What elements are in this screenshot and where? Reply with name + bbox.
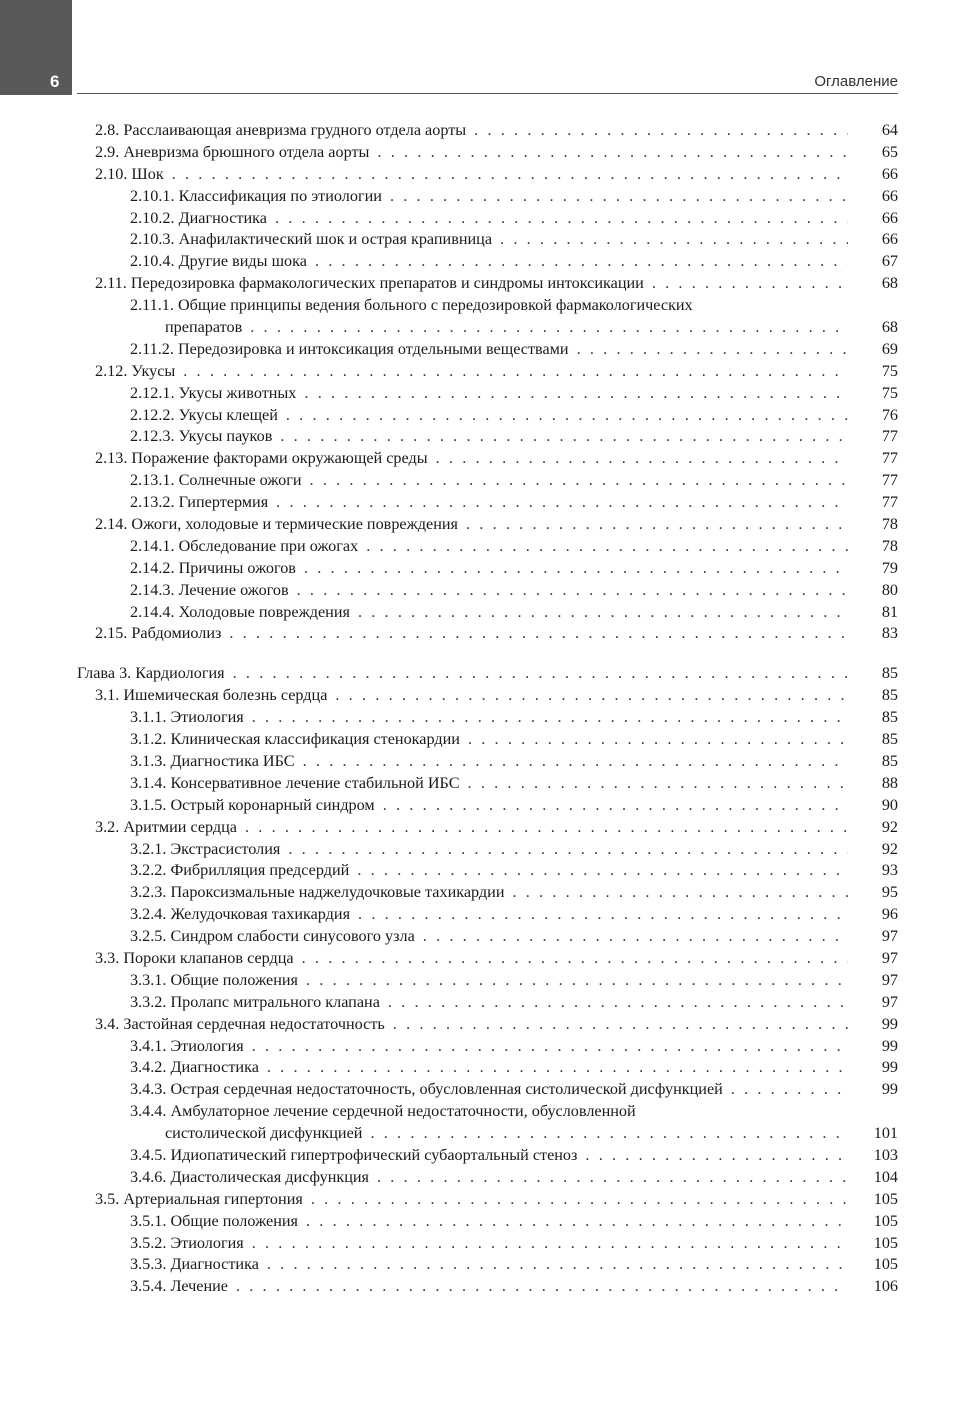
toc-entry[interactable]	[77, 992, 898, 1014]
toc-entry-title: 3.1.1. Этиология	[130, 708, 244, 727]
toc-entry[interactable]	[77, 817, 898, 839]
toc-entry-title: 2.12.2. Укусы клещей	[130, 405, 278, 424]
toc-entry-page: 65	[881, 142, 898, 161]
toc-entry[interactable]	[77, 1233, 898, 1255]
header-rule	[77, 93, 898, 94]
toc-entry-page: 105	[873, 1233, 898, 1252]
toc-entry[interactable]	[77, 1189, 898, 1211]
toc-entry[interactable]	[77, 707, 898, 729]
toc-entry[interactable]	[77, 558, 898, 580]
toc-entry-page: 77	[881, 427, 898, 446]
dot-leader	[358, 602, 848, 624]
toc-entry-page: 104	[873, 1167, 898, 1186]
dot-leader	[468, 729, 848, 751]
dot-leader	[267, 1254, 848, 1276]
dot-leader	[652, 273, 848, 295]
toc-entry-title: 3.2.1. Экстрасистолия	[130, 839, 281, 858]
toc-entry-page: 66	[881, 208, 898, 227]
table-of-contents	[77, 120, 898, 1298]
toc-entry[interactable]	[77, 492, 898, 514]
toc-entry-page: 83	[881, 624, 898, 643]
toc-entry-title: 2.11.1. Общие принципы ведения больного с передозировкой фармакологических	[130, 296, 693, 315]
dot-leader	[393, 1014, 848, 1036]
toc-entry-title: 2.10.1. Классификация по этиологии	[130, 186, 382, 205]
dot-leader	[466, 514, 848, 536]
toc-entry[interactable]	[77, 405, 898, 427]
toc-entry-page: 75	[881, 383, 898, 402]
toc-entry-title: 3.1.2. Клиническая классификация стенокардии	[130, 730, 460, 749]
toc-entry[interactable]	[77, 339, 898, 361]
toc-entry[interactable]	[77, 904, 898, 926]
toc-entry-page: 77	[881, 493, 898, 512]
toc-entry-title: 3.2.3. Пароксизмальные наджелудочковые тахикардии	[130, 883, 505, 902]
toc-entry[interactable]	[77, 1036, 898, 1058]
toc-entry[interactable]	[77, 383, 898, 405]
dot-leader	[500, 229, 848, 251]
toc-entry-page: 85	[881, 751, 898, 770]
toc-entry[interactable]	[77, 970, 898, 992]
toc-entry[interactable]	[77, 426, 898, 448]
dot-leader	[233, 663, 848, 685]
toc-entry-page: 92	[881, 839, 898, 858]
toc-entry-page: 64	[881, 121, 898, 139]
toc-entry-page: 88	[881, 773, 898, 792]
toc-entry[interactable]	[77, 685, 898, 707]
toc-entry[interactable]	[77, 948, 898, 970]
toc-entry[interactable]	[77, 882, 898, 904]
toc-entry[interactable]	[77, 1014, 898, 1036]
toc-entry[interactable]	[77, 164, 898, 186]
toc-entry-title: 3.5. Артериальная гипертония	[95, 1189, 303, 1208]
toc-entry-title: 3.2.2. Фибрилляция предсердий	[130, 861, 350, 880]
toc-entry-page: 85	[881, 686, 898, 705]
toc-entry-page: 99	[881, 1036, 898, 1055]
dot-leader	[377, 1167, 848, 1189]
dot-leader	[468, 773, 848, 795]
page-number-tab	[0, 0, 72, 95]
dot-leader	[252, 1036, 848, 1058]
dot-leader	[236, 1276, 848, 1298]
dot-leader	[377, 142, 848, 164]
toc-entry-title: 2.12.3. Укусы пауков	[130, 427, 273, 446]
dot-leader	[276, 492, 848, 514]
toc-entry-title: 3.1.4. Консервативное лечение стабильной ИБС	[130, 773, 460, 792]
toc-entry-page: 76	[881, 405, 898, 424]
toc-entry-page: 101	[873, 1124, 898, 1143]
toc-entry-title: 3.1. Ишемическая болезнь сердца	[95, 686, 328, 705]
toc-entry[interactable]	[77, 273, 898, 295]
toc-entry-title: 2.14.4. Холодовые повреждения	[130, 602, 350, 621]
toc-entry-title: 2.14.1. Обследование при ожогах	[130, 536, 359, 555]
toc-entry-title: 3.4.4. Амбулаторное лечение сердечной недостаточности, обусловленной	[130, 1102, 636, 1121]
toc-entry[interactable]	[77, 514, 898, 536]
toc-entry-title: систолической дисфункцией	[165, 1124, 363, 1143]
toc-entry-title: 2.14.2. Причины ожогов	[130, 558, 296, 577]
toc-entry[interactable]	[77, 1167, 898, 1189]
toc-entry-title: 3.5.4. Лечение	[130, 1277, 228, 1296]
toc-entry[interactable]	[77, 208, 898, 230]
toc-entry[interactable]	[77, 1254, 898, 1276]
dot-leader	[577, 339, 848, 361]
toc-entry[interactable]	[77, 120, 898, 142]
dot-leader	[302, 948, 848, 970]
toc-entry-page: 106	[873, 1277, 898, 1296]
toc-entry-page: 97	[881, 992, 898, 1011]
toc-entry-page: 66	[881, 164, 898, 183]
dot-leader	[172, 164, 848, 186]
dot-leader	[252, 707, 848, 729]
dot-leader	[252, 1233, 848, 1255]
toc-entry-title: 3.4.1. Этиология	[130, 1036, 244, 1055]
toc-entry-page: 96	[881, 905, 898, 924]
toc-entry-page: 105	[873, 1211, 898, 1230]
toc-entry-page: 105	[873, 1189, 898, 1208]
toc-entry[interactable]	[77, 1101, 898, 1123]
toc-entry[interactable]	[77, 1079, 898, 1101]
dot-leader	[423, 926, 848, 948]
dot-leader	[357, 860, 848, 882]
toc-entry-page: 78	[881, 515, 898, 534]
toc-chapter-entry[interactable]	[77, 663, 898, 685]
running-title: Оглавление	[814, 73, 898, 90]
dot-leader	[474, 120, 848, 142]
toc-entry[interactable]	[77, 251, 898, 273]
dot-leader	[297, 580, 848, 602]
toc-entry-title: 2.10.4. Другие виды шока	[130, 252, 307, 271]
toc-entry-title: 3.5.1. Общие положения	[130, 1211, 298, 1230]
toc-entry-page: 99	[881, 1014, 898, 1033]
toc-entry-title: 2.14. Ожоги, холодовые и термические повреждения	[95, 515, 458, 534]
toc-entry-title: 2.13.2. Гипертермия	[130, 493, 269, 512]
dot-leader	[311, 1189, 848, 1211]
toc-entry-page: 66	[881, 230, 898, 249]
toc-entry-page: 97	[881, 927, 898, 946]
toc-entry-page: 99	[881, 1080, 898, 1099]
toc-entry-title: 2.15. Рабдомиолиз	[95, 624, 222, 643]
dot-leader	[358, 904, 848, 926]
toc-entry-page: 68	[881, 274, 898, 293]
toc-entry[interactable]	[77, 229, 898, 251]
toc-entry-page: 77	[881, 471, 898, 490]
toc-entry-title: 3.1.5. Острый коронарный синдром	[130, 795, 375, 814]
toc-entry-page: 75	[881, 361, 898, 380]
toc-entry-page: 80	[881, 580, 898, 599]
toc-entry[interactable]	[77, 536, 898, 558]
toc-entry[interactable]	[77, 1057, 898, 1079]
toc-entry-page: 77	[881, 449, 898, 468]
toc-entry-page: 79	[881, 558, 898, 577]
toc-entry-page: 93	[881, 861, 898, 880]
toc-entry-page: 92	[881, 817, 898, 836]
dot-leader	[267, 1057, 848, 1079]
dot-leader	[436, 448, 848, 470]
toc-entry[interactable]	[77, 1123, 898, 1145]
toc-entry-page: 78	[881, 536, 898, 555]
dot-leader	[390, 186, 848, 208]
dot-leader	[585, 1145, 848, 1167]
toc-entry-title: Глава 3. Кардиология	[77, 664, 225, 683]
dot-leader	[306, 970, 848, 992]
dot-leader	[229, 623, 848, 645]
toc-entry-page: 103	[873, 1145, 898, 1164]
toc-entry-page: 97	[881, 948, 898, 967]
toc-entry-title: 3.1.3. Диагностика ИБС	[130, 751, 295, 770]
toc-entry-title: 3.5.2. Этиология	[130, 1233, 244, 1252]
toc-entry-title: 3.4.5. Идиопатический гипертрофический субаортальный стеноз	[130, 1145, 578, 1164]
toc-entry-title: 2.10.3. Анафилактический шок и острая крапивница	[130, 230, 493, 249]
toc-entry[interactable]	[77, 295, 898, 317]
toc-entry-title: 3.3.2. Пролапс митрального клапана	[130, 992, 380, 1011]
toc-entry-page: 85	[881, 730, 898, 749]
toc-entry[interactable]	[77, 926, 898, 948]
toc-entry-title: 2.13. Поражение факторами окружающей среды	[95, 449, 428, 468]
dot-leader	[731, 1079, 848, 1101]
toc-entry[interactable]	[77, 317, 898, 339]
toc-entry-page: 81	[881, 602, 898, 621]
dot-leader	[304, 383, 848, 405]
toc-entry-title: 2.11. Передозировка фармакологических препаратов и синдромы интоксикации	[95, 274, 644, 293]
toc-entry-page: 95	[881, 883, 898, 902]
toc-entry-title: 3.4.3. Острая сердечная недостаточность, обусловленная систолической дисфункцией	[130, 1080, 723, 1099]
dot-leader	[310, 470, 848, 492]
toc-entry-title: 2.8. Расслаивающая аневризма грудного отдела аорты	[95, 121, 467, 139]
toc-entry-title: 3.4. Застойная сердечная недостаточность	[95, 1014, 385, 1033]
dot-leader	[304, 558, 848, 580]
toc-entry-page: 68	[881, 318, 898, 337]
toc-entry-page: 69	[881, 339, 898, 358]
toc-entry-page: 66	[881, 186, 898, 205]
dot-leader	[280, 426, 848, 448]
toc-entry[interactable]	[77, 186, 898, 208]
toc-entry[interactable]	[77, 839, 898, 861]
dot-leader	[388, 992, 848, 1014]
toc-entry[interactable]	[77, 470, 898, 492]
dot-leader	[288, 839, 848, 861]
toc-entry[interactable]	[77, 448, 898, 470]
toc-entry[interactable]	[77, 580, 898, 602]
toc-entry[interactable]	[77, 1276, 898, 1298]
dot-leader	[286, 405, 848, 427]
toc-entry-title: 3.4.2. Диагностика	[130, 1058, 259, 1077]
toc-entry-title: 3.2.5. Синдром слабости синусового узла	[130, 927, 415, 946]
toc-entry[interactable]	[77, 361, 898, 383]
dot-leader	[183, 361, 848, 383]
toc-entry-page: 67	[881, 252, 898, 271]
toc-entry-title: 3.4.6. Диастолическая дисфункция	[130, 1167, 369, 1186]
dot-leader	[303, 751, 848, 773]
toc-entry-title: 2.10.2. Диагностика	[130, 208, 267, 227]
dot-leader	[370, 1123, 848, 1145]
toc-entry-title: 2.11.2. Передозировка и интоксикация отдельными веществами	[130, 339, 569, 358]
toc-entry-page: 105	[873, 1255, 898, 1274]
toc-entry-title: 2.12. Укусы	[95, 361, 176, 380]
dot-leader	[306, 1211, 848, 1233]
toc-entry[interactable]	[77, 1211, 898, 1233]
dot-leader	[315, 251, 848, 273]
toc-entry-title: 3.3. Пороки клапанов сердца	[95, 948, 294, 967]
toc-entry-title: препаратов	[165, 318, 243, 337]
toc-entry[interactable]	[77, 773, 898, 795]
toc-entry-title: 3.2.4. Желудочковая тахикардия	[130, 905, 351, 924]
toc-entry-page: 85	[881, 664, 898, 683]
toc-entry[interactable]	[77, 860, 898, 882]
toc-entry-title: 2.9. Аневризма брюшного отдела аорты	[95, 142, 370, 161]
toc-entry-page: 90	[881, 795, 898, 814]
toc-entry[interactable]	[77, 795, 898, 817]
toc-entry-title: 3.3.1. Общие положения	[130, 970, 298, 989]
toc-entry-title: 2.10. Шок	[95, 164, 164, 183]
toc-entry[interactable]	[77, 751, 898, 773]
dot-leader	[275, 208, 848, 230]
toc-entry-title: 2.14.3. Лечение ожогов	[130, 580, 289, 599]
toc-entry-title: 2.12.1. Укусы животных	[130, 383, 297, 402]
toc-entry-title: 3.5.3. Диагностика	[130, 1255, 259, 1274]
toc-entry[interactable]	[77, 602, 898, 624]
toc-entry-page: 85	[881, 708, 898, 727]
toc-entry[interactable]	[77, 142, 898, 164]
toc-entry[interactable]	[77, 1145, 898, 1167]
page-number: 6	[50, 72, 60, 91]
toc-entry-title: 3.2. Аритмии сердца	[95, 817, 237, 836]
toc-entry-page: 99	[881, 1058, 898, 1077]
dot-leader	[335, 685, 848, 707]
dot-leader	[366, 536, 848, 558]
toc-entry[interactable]	[77, 729, 898, 751]
toc-entry[interactable]	[77, 623, 898, 645]
dot-leader	[383, 795, 848, 817]
dot-leader	[245, 817, 848, 839]
dot-leader	[250, 317, 848, 339]
toc-entry-page: 97	[881, 970, 898, 989]
dot-leader	[512, 882, 848, 904]
toc-entry-title: 2.13.1. Солнечные ожоги	[130, 471, 302, 490]
